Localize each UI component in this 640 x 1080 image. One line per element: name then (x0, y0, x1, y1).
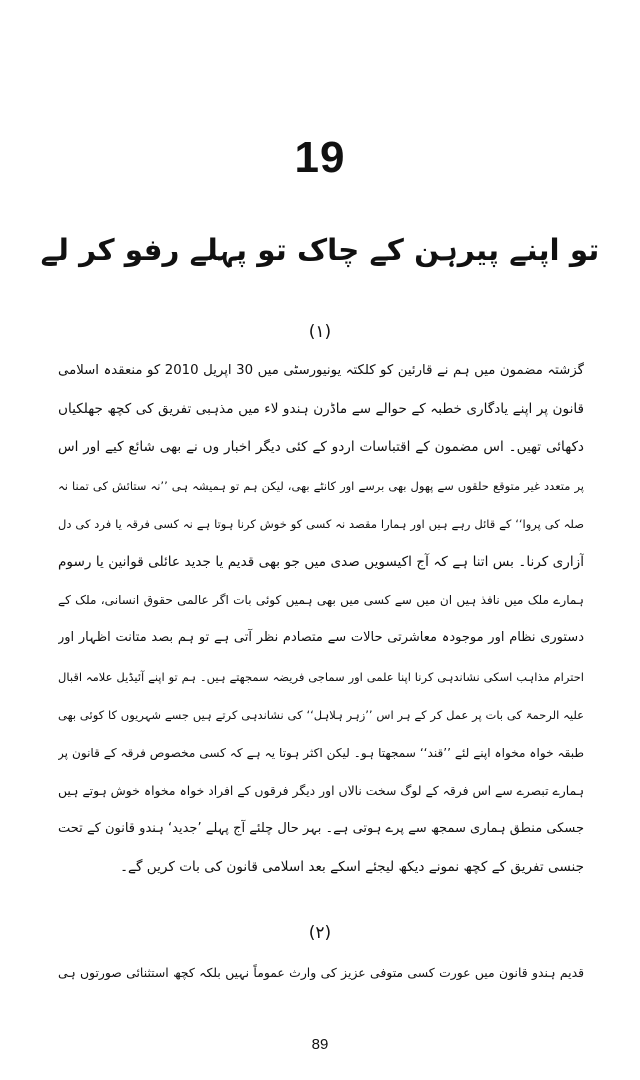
body-line: جسکی منطق ہماری سمجھ سے پرے ہوتی ہے۔ بہر حال چلئے آج پہلے ’جدید‘ ہندو قانون کے تحت (58, 821, 584, 837)
body-line: قانون پر اپنے یادگاری خطبہ کے حوالے سے ماڈرن ہندو لاء میں مذہبی تفریق کی کچھ جھلکیاں (58, 401, 584, 418)
section-marker-1: (۱) (308, 322, 332, 342)
body-line: علیہ الرحمۃ کی بات پر عمل کر کے ہر اس ’’زہر ہلاہل‘‘ کی نشاندہی کرتے ہیں جسے شہریوں کا کوئی بھی (58, 707, 584, 722)
body-line: آزاری کرنا۔ بس اتنا ہے کہ آج اکیسویں صدی میں جو بھی قدیم یا جدید عائلی قوانین یا رسوم (58, 553, 584, 570)
body-line: طبقہ خواہ مخواہ اپنے لئے ’’قند‘‘ سمجھتا ہو۔ لیکن اکثر ہوتا یہ ہے کہ کسی مخصوص فرقہ کے قانون پر (58, 745, 584, 760)
section-1-body (58, 352, 584, 887)
body-line: قدیم ہندو قانون میں عورت کسی متوفی عزیز کی وارث عموماً نہیں بلکہ کچھ استثنائی صورتوں ہی (58, 965, 584, 980)
chapter-number: 19 (294, 133, 346, 182)
body-line: جنسی تفریق کے کچھ نمونے دیکھ لیجئے اسکے بعد اسلامی قانون کی بات کریں گے۔ (120, 859, 584, 876)
body-line: پر متعدد غیر متوقع حلقوں سے پھول بھی برسے اور کانٹے بھی، لیکن ہم تو ہمیشہ ہی ’’نہ ستائش کی تمنا نہ (58, 478, 584, 493)
body-line: دستوری نظام اور موجودہ معاشرتی حالات سے متصادم نظر آتی ہے تو ہم بصد متانت اظہار اور (58, 630, 584, 646)
chapter-title: تو اپنے پیرہن کے چاک تو پہلے رفو کر لے (40, 233, 600, 267)
body-line: ہمارے تبصرے سے اس فرقہ کے لوگ سخت نالاں اور دیگر فرقوں کے افراد خواہ مخواہ خوش ہوتے ہیں (58, 783, 584, 799)
page-number: 89 (311, 1036, 329, 1053)
body-line: احترام مذاہب اسکی نشاندہی کرنا اپنا علمی اور سماجی فریضہ سمجھتے ہیں۔ ہم تو اپنے آئیڈیل علامہ اقبال (58, 669, 584, 684)
body-line: گزشتہ مضمون میں ہم نے قارئین کو کلکتہ یونیورسٹی میں 30 اپریل 2010 کو منعقدہ اسلامی (58, 363, 584, 378)
section-marker-2: (۲) (308, 923, 332, 943)
body-line: دکھائی تھیں۔ اس مضمون کے اقتباسات اردو کے کئی دیگر اخبار وں نے بھی شائع کیے اور اس (58, 439, 584, 456)
body-line: ہمارے ملک میں نافذ ہیں ان میں سے کسی میں بھی ہمیں کوئی بات اگر عالمی حقوق انسانی، ملک کے (58, 593, 584, 608)
body-line: صلہ کی پروا‘‘ کے قائل رہے ہیں اور ہمارا مقصد نہ کسی کو خوش کرنا ہوتا ہے نہ کسی فرقہ یا فرد کی دل (58, 516, 584, 531)
section-2-body (58, 954, 584, 992)
